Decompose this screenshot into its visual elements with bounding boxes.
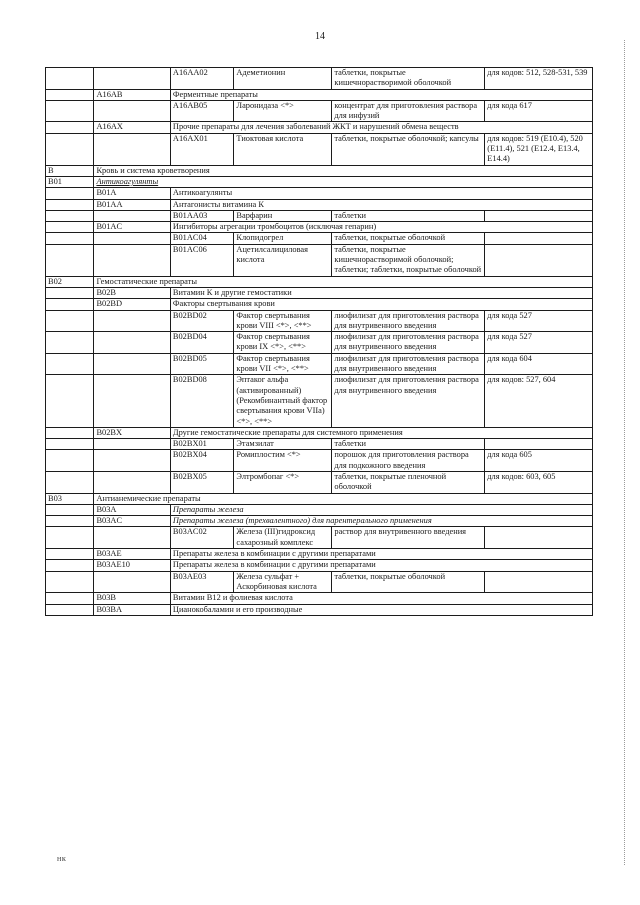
subgroup-title-cell: Цианокобаламин и его производные <box>170 604 592 615</box>
note-cell: для кодов: 512, 528-531, 539 <box>485 68 593 90</box>
subgroup-code-cell <box>94 233 170 244</box>
subgroup-code-cell: B03B <box>94 593 170 604</box>
dosage-form-cell: таблетки, покрытые оболочкой <box>332 233 485 244</box>
table-row <box>46 222 593 233</box>
table-row <box>46 549 593 560</box>
group-code-cell <box>46 571 94 593</box>
note-cell: для кодов: 519 (E10.4), 520 (E11.4), 521 (E12.4, E13.4, E14.4) <box>485 133 593 165</box>
atc-code-cell: B03AE03 <box>170 571 234 593</box>
group-code-cell <box>46 527 94 549</box>
group-code-cell: B01 <box>46 176 94 187</box>
group-code-cell <box>46 504 94 515</box>
subgroup-code-cell <box>94 450 170 472</box>
subgroup-code-cell: B03AE10 <box>94 560 170 571</box>
subgroup-code-cell: B03BA <box>94 604 170 615</box>
atc-code-cell: B01AA03 <box>170 210 234 221</box>
group-code-cell <box>46 210 94 221</box>
drug-name-cell: Фактор свертывания крови VII <*>, <**> <box>234 353 332 375</box>
note-cell <box>485 527 593 549</box>
group-code-cell <box>46 549 94 560</box>
group-code-cell <box>46 439 94 450</box>
drug-name-cell: Ларонидаза <*> <box>234 100 332 122</box>
note-cell: для кодов: 527, 604 <box>485 375 593 427</box>
note-cell: для кода 605 <box>485 450 593 472</box>
subgroup-title-cell: Препараты железа в комбинации с другими препаратами <box>170 560 592 571</box>
subgroup-code-cell <box>94 133 170 165</box>
atc-code-cell: B02BD05 <box>170 353 234 375</box>
atc-code-cell: B02BD02 <box>170 310 234 332</box>
atc-code-cell: B01AC06 <box>170 244 234 276</box>
scan-edge-line <box>624 40 625 865</box>
subgroup-code-cell <box>94 310 170 332</box>
group-code-cell <box>46 89 94 100</box>
group-title-cell: Кровь и система кроветворения <box>94 165 593 176</box>
table-row <box>46 332 593 354</box>
group-code-cell <box>46 332 94 354</box>
table-row <box>46 299 593 310</box>
subgroup-title-cell: Антикоагулянты <box>170 188 592 199</box>
group-title-cell: Антианемические препараты <box>94 493 593 504</box>
table-row <box>46 133 593 165</box>
table-row <box>46 604 593 615</box>
group-code-cell: B02 <box>46 276 94 287</box>
group-code-cell <box>46 222 94 233</box>
table-row <box>46 593 593 604</box>
table-row <box>46 244 593 276</box>
subgroup-code-cell <box>94 244 170 276</box>
subgroup-title-cell: Другие гемостатические препараты для системного применения <box>170 427 592 438</box>
table-row <box>46 89 593 100</box>
table-row <box>46 210 593 221</box>
subgroup-code-cell: B03AE <box>94 549 170 560</box>
group-code-cell <box>46 133 94 165</box>
note-cell: для кода 527 <box>485 310 593 332</box>
subgroup-title-cell: Препараты железа в комбинации с другими препаратами <box>170 549 592 560</box>
subgroup-code-cell <box>94 471 170 493</box>
dosage-form-cell: таблетки, покрытые кишечнорастворимой оболочкой <box>332 68 485 90</box>
table-row <box>46 100 593 122</box>
dosage-form-cell: лиофилизат для приготовления раствора для внутривенного введения <box>332 375 485 427</box>
note-cell: для кода 604 <box>485 353 593 375</box>
subgroup-code-cell <box>94 353 170 375</box>
subgroup-code-cell <box>94 375 170 427</box>
dosage-form-cell: таблетки, покрытые пленочной оболочкой <box>332 471 485 493</box>
subgroup-title-cell: Препараты железа (трехвалентного) для парентерального применения <box>170 516 592 527</box>
subgroup-code-cell: B01AC <box>94 222 170 233</box>
table-row <box>46 450 593 472</box>
subgroup-title-cell: Препараты железа <box>170 504 592 515</box>
table-row <box>46 165 593 176</box>
table-row <box>46 310 593 332</box>
dosage-form-cell: таблетки <box>332 439 485 450</box>
group-code-cell <box>46 299 94 310</box>
group-title-cell: Антикоагулянты <box>94 176 593 187</box>
drug-name-cell: Ацетилсалициловая кислота <box>234 244 332 276</box>
subgroup-code-cell: B01A <box>94 188 170 199</box>
drug-name-cell: Фактор свертывания крови IX <*>, <**> <box>234 332 332 354</box>
note-cell <box>485 571 593 593</box>
table-row <box>46 560 593 571</box>
dosage-form-cell: лиофилизат для приготовления раствора для внутривенного введения <box>332 353 485 375</box>
group-code-cell <box>46 560 94 571</box>
subgroup-code-cell: A16AB <box>94 89 170 100</box>
group-code-cell <box>46 427 94 438</box>
table-row <box>46 176 593 187</box>
subgroup-code-cell <box>94 210 170 221</box>
subgroup-code-cell <box>94 100 170 122</box>
table-row <box>46 471 593 493</box>
atc-code-cell: B02BD04 <box>170 332 234 354</box>
table-row <box>46 276 593 287</box>
subgroup-title-cell: Витамин К и другие гемостатики <box>170 287 592 298</box>
table-row <box>46 68 593 90</box>
group-code-cell <box>46 471 94 493</box>
drug-name-cell: Железа (III)гидроксид сахарозный комплекс <box>234 527 332 549</box>
group-code-cell <box>46 233 94 244</box>
group-code-cell <box>46 244 94 276</box>
subgroup-code-cell <box>94 571 170 593</box>
group-code-cell <box>46 353 94 375</box>
dosage-form-cell: таблетки <box>332 210 485 221</box>
group-code-cell <box>46 516 94 527</box>
dosage-form-cell: порошок для приготовления раствора для подкожного введения <box>332 450 485 472</box>
dosage-form-cell: таблетки, покрытые оболочкой; капсулы <box>332 133 485 165</box>
group-code-cell: B <box>46 165 94 176</box>
subgroup-code-cell <box>94 68 170 90</box>
subgroup-code-cell: B01AA <box>94 199 170 210</box>
note-cell <box>485 233 593 244</box>
drug-name-cell: Ромиплостим <*> <box>234 450 332 472</box>
footer-mark: НК <box>57 857 67 863</box>
drug-list-table <box>45 67 593 616</box>
atc-code-cell: B02BX05 <box>170 471 234 493</box>
drug-name-cell: Адеметионин <box>234 68 332 90</box>
subgroup-title-cell: Прочие препараты для лечения заболеваний ЖКТ и нарушений обмена веществ <box>170 122 592 133</box>
table-row <box>46 353 593 375</box>
subgroup-title-cell: Ингибиторы агрегации тромбоцитов (исключая гепарин) <box>170 222 592 233</box>
drug-name-cell: Элтромбопаг <*> <box>234 471 332 493</box>
group-code-cell <box>46 593 94 604</box>
subgroup-title-cell: Факторы свертывания крови <box>170 299 592 310</box>
note-cell: для кодов: 603, 605 <box>485 471 593 493</box>
atc-code-cell: B02BD08 <box>170 375 234 427</box>
group-code-cell <box>46 310 94 332</box>
table-row <box>46 287 593 298</box>
dosage-form-cell: концентрат для приготовления раствора для инфузий <box>332 100 485 122</box>
table-row <box>46 527 593 549</box>
atc-code-cell: A16AB05 <box>170 100 234 122</box>
table-row <box>46 504 593 515</box>
drug-name-cell: Этамзилат <box>234 439 332 450</box>
subgroup-code-cell: B02BX <box>94 427 170 438</box>
subgroup-code-cell <box>94 439 170 450</box>
table-row <box>46 516 593 527</box>
group-code-cell: B03 <box>46 493 94 504</box>
table-row <box>46 233 593 244</box>
drug-name-cell: Варфарин <box>234 210 332 221</box>
group-code-cell <box>46 450 94 472</box>
note-cell <box>485 210 593 221</box>
subgroup-code-cell: B03AC <box>94 516 170 527</box>
group-code-cell <box>46 68 94 90</box>
atc-code-cell: B03AC02 <box>170 527 234 549</box>
table-row <box>46 375 593 427</box>
subgroup-code-cell <box>94 332 170 354</box>
page-number: 14 <box>315 31 325 42</box>
group-code-cell <box>46 604 94 615</box>
group-code-cell <box>46 199 94 210</box>
table-row <box>46 571 593 593</box>
atc-code-cell: B02BX01 <box>170 439 234 450</box>
subgroup-code-cell: B02B <box>94 287 170 298</box>
subgroup-code-cell: A16AX <box>94 122 170 133</box>
group-code-cell <box>46 188 94 199</box>
note-cell: для кода 617 <box>485 100 593 122</box>
atc-code-cell: B01AC04 <box>170 233 234 244</box>
subgroup-code-cell <box>94 527 170 549</box>
subgroup-code-cell: B03A <box>94 504 170 515</box>
dosage-form-cell: таблетки, покрытые оболочкой <box>332 571 485 593</box>
drug-name-cell: Эптаког альфа (активированный) (Рекомбинантный фактор свертывания крови VIIa) <*>, <**> <box>234 375 332 427</box>
group-code-cell <box>46 100 94 122</box>
subgroup-title-cell: Антагонисты витамина К <box>170 199 592 210</box>
note-cell <box>485 439 593 450</box>
table-row <box>46 199 593 210</box>
subgroup-title-cell: Ферментные препараты <box>170 89 592 100</box>
drug-name-cell: Клопидогрел <box>234 233 332 244</box>
dosage-form-cell: лиофилизат для приготовления раствора для внутривенного введения <box>332 332 485 354</box>
atc-code-cell: A16AX01 <box>170 133 234 165</box>
table-row <box>46 122 593 133</box>
note-cell: для кода 527 <box>485 332 593 354</box>
table-row <box>46 427 593 438</box>
dosage-form-cell: раствор для внутривенного введения <box>332 527 485 549</box>
group-code-cell <box>46 375 94 427</box>
dosage-form-cell: лиофилизат для приготовления раствора для внутривенного введения <box>332 310 485 332</box>
dosage-form-cell: таблетки, покрытые кишечнорастворимой оболочкой; таблетки; таблетки, покрытые оболочкой <box>332 244 485 276</box>
table-row <box>46 188 593 199</box>
subgroup-title-cell: Витамин B12 и фолиевая кислота <box>170 593 592 604</box>
drug-name-cell: Тиоктовая кислота <box>234 133 332 165</box>
group-code-cell <box>46 122 94 133</box>
drug-name-cell: Фактор свертывания крови VIII <*>, <**> <box>234 310 332 332</box>
note-cell <box>485 244 593 276</box>
atc-code-cell: B02BX04 <box>170 450 234 472</box>
table-row <box>46 439 593 450</box>
atc-code-cell: A16AA02 <box>170 68 234 90</box>
table-row <box>46 493 593 504</box>
group-title-cell: Гемостатические препараты <box>94 276 593 287</box>
subgroup-code-cell: B02BD <box>94 299 170 310</box>
group-code-cell <box>46 287 94 298</box>
drug-name-cell: Железа сульфат + Аскорбиновая кислота <box>234 571 332 593</box>
